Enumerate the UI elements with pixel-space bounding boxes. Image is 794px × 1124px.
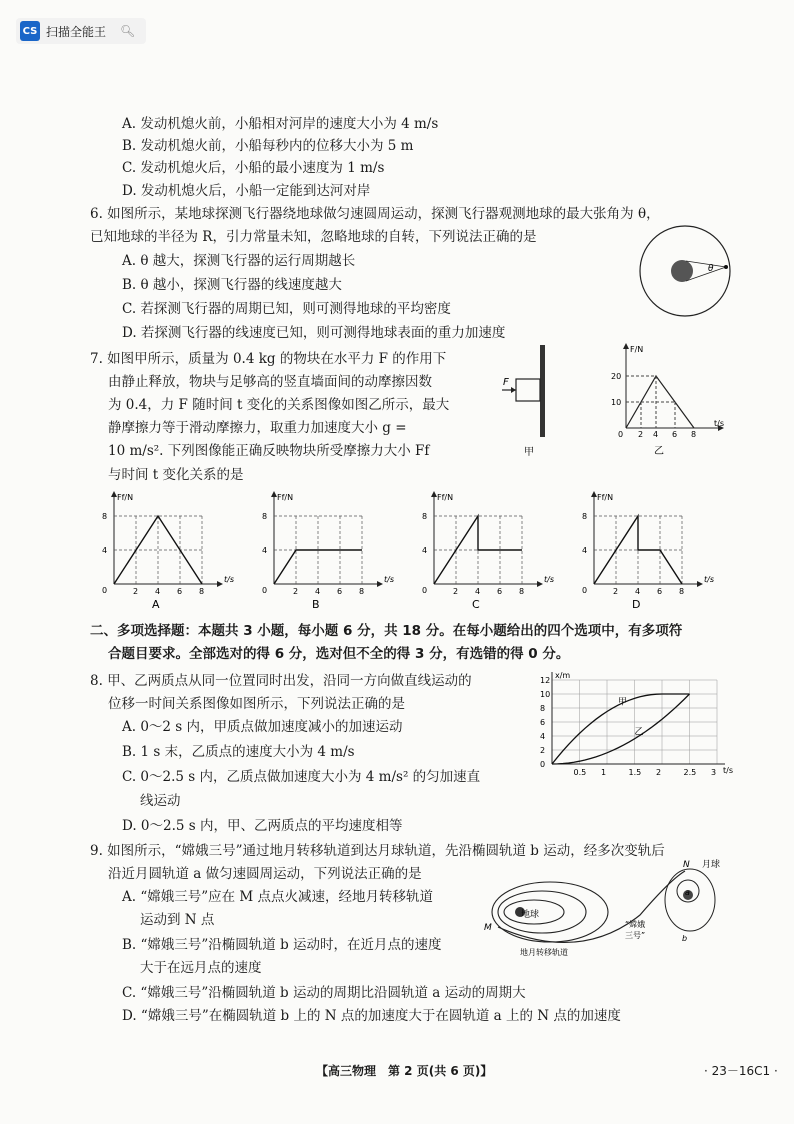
app-name: 扫描全能王 (46, 24, 107, 39)
q8-option-c: C. 0～2.5 s 内，乙质点做加速度大小为 4 m/s² 的匀加速直 (122, 769, 481, 785)
q9-earth-label: 地球 (521, 910, 540, 920)
q9-orbit-figure (480, 855, 720, 960)
search-icon[interactable]: 🔍︎ (120, 24, 136, 38)
q7-yi-ytick: 10 (611, 398, 622, 407)
x-axis-arrow (537, 581, 543, 587)
q7-force-label: F (503, 377, 509, 388)
graph-xtick: 2 (293, 587, 299, 596)
graph-ylabel: Ff/N (597, 493, 614, 502)
q8-xtick: 2 (656, 768, 662, 777)
graph-caption: A (152, 598, 160, 611)
graph-origin: 0 (102, 586, 108, 595)
q8-xtick: 3 (711, 768, 717, 777)
graph-xtick: 4 (155, 587, 161, 596)
q8-yi-label: 乙 (634, 727, 644, 738)
q6-stem-1: 6. 如图所示，某地球探测飞行器绕地球做匀速圆周运动，探测飞行器观测地球的最大张角为 θ， (90, 206, 660, 222)
q5-option-d: D. 发动机熄火后，小船一定能到达河对岸 (122, 183, 371, 199)
cs-logo-icon: CS (20, 21, 40, 41)
graph-ytick: 8 (422, 512, 428, 521)
q7-fig-jia-caption: 甲 (524, 447, 534, 458)
q7-line-5: 10 m/s². 下列图像能正确反映物块所受摩擦力大小 Ff (108, 443, 430, 459)
q5-option-c: C. 发动机熄火后，小船的最小速度为 1 m/s (122, 160, 385, 176)
graph-xtick: 2 (453, 587, 459, 596)
q8-ytick: 0 (540, 760, 546, 769)
graph-xtick: 4 (475, 587, 481, 596)
graph-xtick: 4 (315, 587, 321, 596)
q7-yi-xlabel: t/s (714, 419, 724, 428)
q7-yi-ytick: 20 (611, 372, 622, 381)
q9-n-label: N (683, 860, 690, 870)
q7-yi-ylabel: F/N (630, 345, 644, 354)
q7-line-2: 由静止释放，物块与足够高的竖直墙面间的动摩擦因数 (108, 374, 432, 390)
graph-xtick: 2 (613, 587, 619, 596)
q8-option-d: D. 0～2.5 s 内，甲、乙两质点的平均速度相等 (122, 818, 403, 834)
graph-xtick: 6 (497, 587, 503, 596)
q8-ytick: 12 (540, 676, 551, 685)
q8-stem-1: 8. 甲、乙两质点从同一位置同时出发，沿同一方向做直线运动的 (90, 673, 472, 689)
q6-stem-2: 已知地球的半径为 R，引力常量未知，忽略地球的自转，下列说法正确的是 (90, 229, 537, 245)
q7-fig-jia (500, 345, 560, 460)
q7-answer-graphs (100, 488, 760, 616)
q9-option-b-cont: 大于在远月点的速度 (140, 960, 262, 976)
graph-xlabel: t/s (544, 575, 554, 584)
q8-xtick: 1 (601, 768, 607, 777)
q6-option-c: C. 若探测飞行器的周期已知，则可测得地球的平均密度 (122, 301, 451, 317)
q9-stem-2: 沿近月圆轨道 a 做匀速圆周运动，下列说法正确的是 (108, 866, 422, 882)
q9-option-d: D. “嫦娥三号”在椭圆轨道 b 上的 N 点的加速度大于在圆轨道 a 上的 N 点的加速度 (122, 1008, 621, 1024)
q9-option-b: B. “嫦娥三号”沿椭圆轨道 b 运动时，在近月点的速度 (122, 937, 442, 953)
graph-xlabel: t/s (224, 575, 234, 584)
q5-option-a: A. 发动机熄火前，小船相对河岸的速度大小为 4 m/s (122, 116, 439, 132)
x-axis-arrow (217, 581, 223, 587)
q9-option-c: C. “嫦娥三号”沿椭圆轨道 b 运动的周期比沿圆轨道 a 运动的周期大 (122, 985, 526, 1001)
graph-xtick: 8 (519, 587, 525, 596)
graph-xtick: 6 (337, 587, 343, 596)
graph-origin: 0 (262, 586, 268, 595)
q6-option-b: B. θ 越小，探测飞行器的线速度越大 (122, 277, 342, 293)
q8-ytick: 8 (540, 704, 546, 713)
page-footer: 【高三物理 第 2 页(共 6 页)】 (316, 1064, 493, 1078)
graph-xlabel: t/s (384, 575, 394, 584)
section2-heading-2: 合题目要求。全部选对的得 6 分，选对但不全的得 3 分，有选错的得 0 分。 (108, 646, 570, 662)
graph-xtick: 4 (635, 587, 641, 596)
q5-option-b: B. 发动机熄火前，小船每秒内的位移大小为 5 m (122, 138, 414, 154)
graph-ytick: 4 (262, 546, 268, 555)
q7-yi-xtick: 8 (691, 430, 697, 439)
q7-fig-yi (606, 340, 741, 460)
q9-m-label: M (484, 923, 492, 933)
graph-origin: 0 (582, 586, 588, 595)
q7-yi-caption: 乙 (654, 446, 664, 457)
q8-ytick: 6 (540, 718, 546, 727)
q6-orbit-figure (630, 225, 750, 317)
q8-jia-label: 甲 (618, 697, 628, 708)
graph-ylabel: Ff/N (277, 493, 294, 502)
graph-xtick: 8 (359, 587, 365, 596)
q7-yi-origin: 0 (618, 430, 624, 439)
graph-ytick: 8 (102, 512, 108, 521)
q9-a-label: a (685, 888, 690, 897)
q9-moon-label: 月球 (702, 860, 721, 870)
graph-xlabel: t/s (704, 575, 714, 584)
q8-option-a: A. 0～2 s 内，甲质点做加速度减小的加速运动 (122, 719, 403, 735)
q8-option-c-cont: 线运动 (140, 793, 181, 809)
q7-line-3: 为 0.4，力 F 随时间 t 变化的关系图像如图乙所示，最大 (108, 397, 450, 413)
q9-option-a-cont: 运动到 N 点 (140, 912, 215, 928)
graph-ylabel: Ff/N (117, 493, 134, 502)
graph-xtick: 8 (199, 587, 205, 596)
section2-heading-1: 二、多项选择题：本题共 3 小题，每小题 6 分，共 18 分。在每小题给出的四个选项中，有多项符 (90, 623, 683, 639)
q9-option-a: A. “嫦娥三号”应在 M 点点火减速，经地月转移轨道 (122, 889, 434, 905)
q7-line-4: 静摩擦力等于滑动摩擦力，取重力加速度大小 g = (108, 420, 407, 436)
graph-xtick: 8 (679, 587, 685, 596)
q8-ytick: 2 (540, 746, 546, 755)
graph-caption: C (472, 598, 480, 611)
q8-xtick: 2.5 (683, 768, 697, 777)
graph-ytick: 4 (422, 546, 428, 555)
graph-xtick: 2 (133, 587, 139, 596)
x-axis-arrow (377, 581, 383, 587)
q9-probe-label-1: “嫦娥 (625, 920, 646, 929)
q8-xtick: 1.5 (628, 768, 642, 777)
q9-probe-label-2: 三号” (625, 931, 646, 940)
q8-option-b: B. 1 s 末，乙质点的速度大小为 4 m/s (122, 744, 355, 760)
q9-stem-1: 9. 如图所示，“嫦娥三号”通过地月转移轨道到达月球轨道，先沿椭圆轨道 b 运动，经多次变轨后 (90, 843, 665, 859)
graph-xtick: 6 (657, 587, 663, 596)
q9-b-label: b (682, 934, 688, 943)
q6-option-a: A. θ 越大，探测飞行器的运行周期越长 (122, 253, 356, 269)
q8-xt-chart (530, 670, 733, 782)
graph-xtick: 6 (177, 587, 183, 596)
q6-theta-label: θ (708, 264, 714, 274)
q9-transfer-label: 地月转移轨道 (520, 948, 568, 957)
q8-stem-2: 位移一时间关系图像如图所示，下列说法正确的是 (108, 696, 405, 712)
graph-ytick: 8 (582, 512, 588, 521)
graph-caption: B (312, 598, 320, 611)
q7-yi-xtick: 4 (653, 430, 659, 439)
q6-option-d: D. 若探测飞行器的线速度已知，则可测得地球表面的重力加速度 (122, 325, 506, 341)
q7-yi-xtick: 2 (638, 430, 644, 439)
x-axis-arrow (697, 581, 703, 587)
q8-ytick: 4 (540, 732, 546, 741)
graph-caption: D (632, 598, 641, 611)
graph-ylabel: Ff/N (437, 493, 454, 502)
graph-ytick: 4 (102, 546, 108, 555)
graph-origin: 0 (422, 586, 428, 595)
q7-yi-xtick: 6 (672, 430, 678, 439)
scanner-badge[interactable] (16, 18, 146, 44)
q7-line-6: 与时间 t 变化关系的是 (108, 467, 244, 483)
page-code: · 23－16C1 · (704, 1064, 778, 1078)
q8-ytick: 10 (540, 690, 551, 699)
q7-line-1: 7. 如图甲所示，质量为 0.4 kg 的物块在水平力 F 的作用下 (90, 351, 447, 367)
graph-ytick: 4 (582, 546, 588, 555)
q8-xtick: 0.5 (573, 768, 587, 777)
graph-ytick: 8 (262, 512, 268, 521)
q8-xlabel: t/s (723, 766, 733, 775)
q8-ylabel: x/m (555, 671, 571, 680)
